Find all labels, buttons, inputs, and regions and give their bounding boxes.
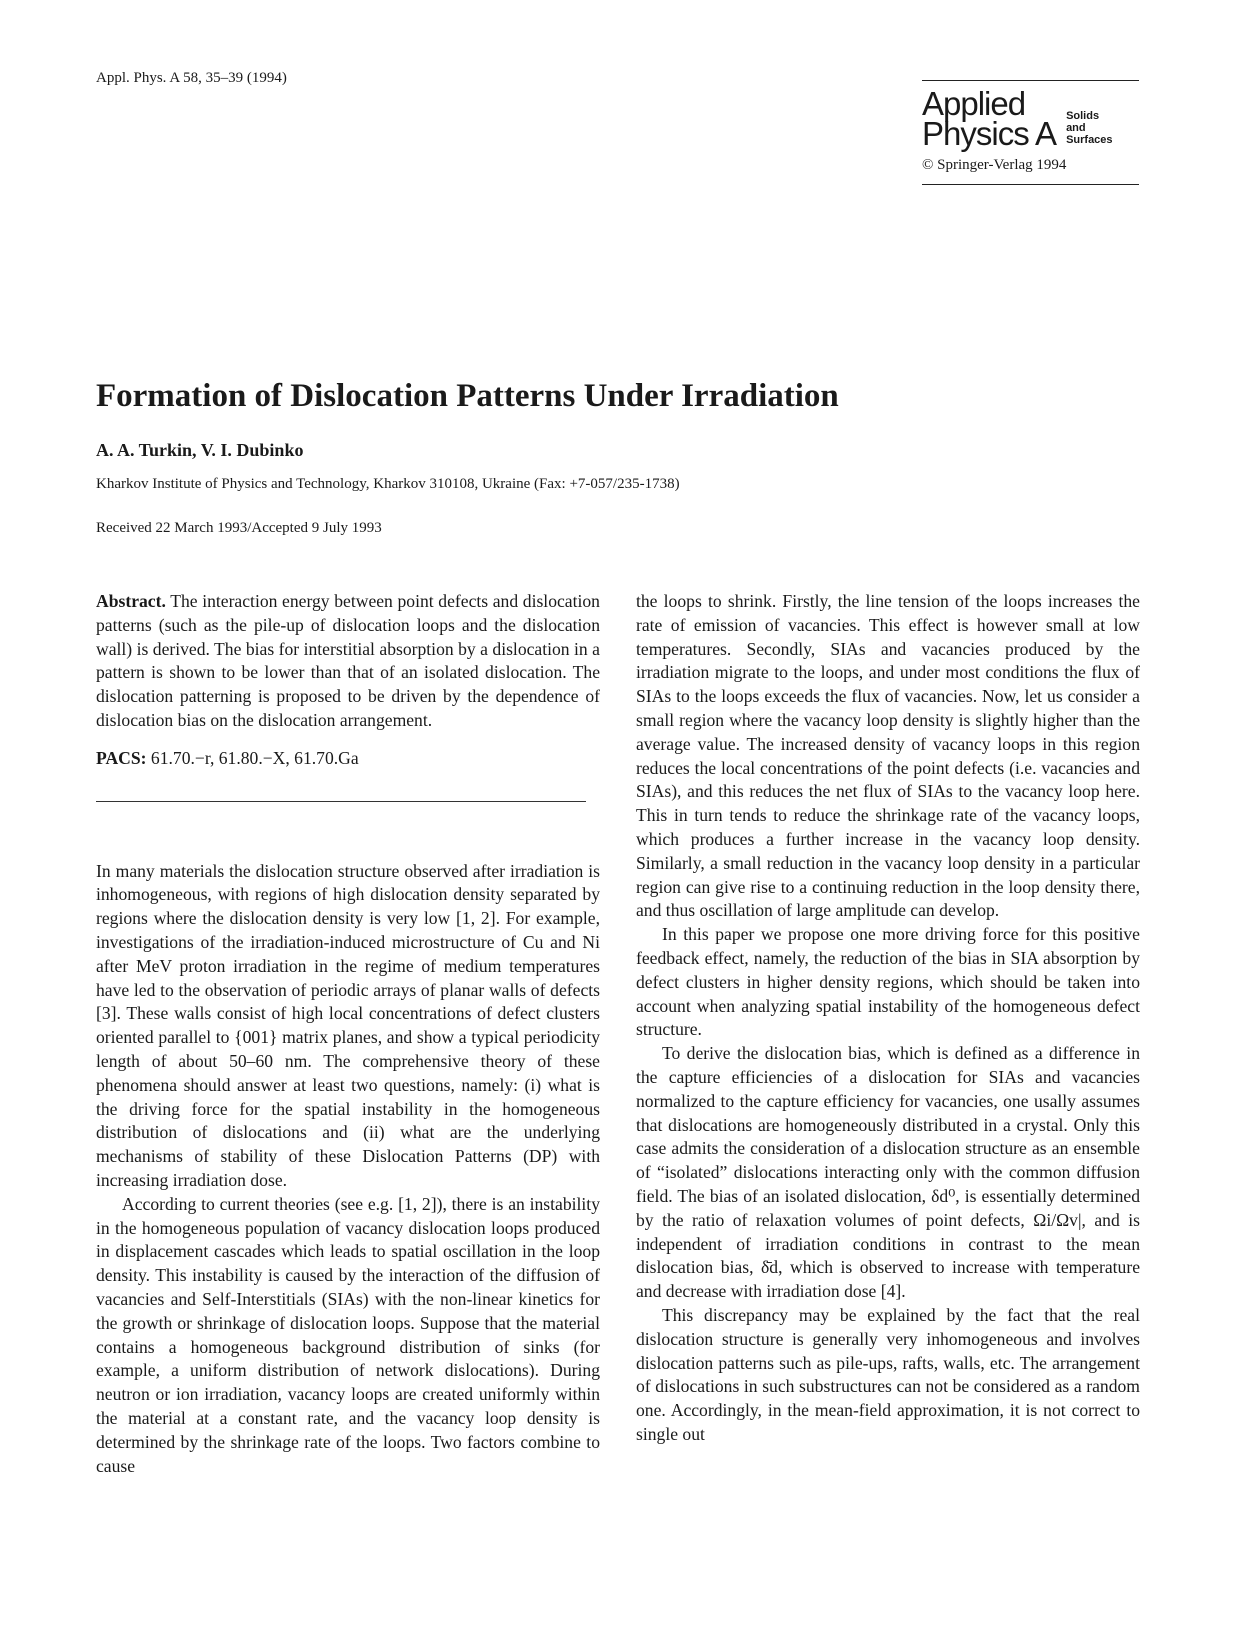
abstract-text: The interaction energy between point defects and dislocation patterns (such as the pile-up of dislocation loops and the dislocation wall) is derived. The bias for interstitial absorption by a dislocation in a pattern is shown to be lower than that of an isolated dislocation. The dislocation patterning is proposed to be driven by the dependence of dislocation bias on the dislocation arrangement. (96, 591, 600, 730)
abstract-separator (96, 801, 586, 802)
logo-bottom-rule (922, 184, 1139, 185)
abstract-heading: Abstract. (96, 591, 166, 611)
logo-side-surfaces: Surfaces (1066, 134, 1113, 146)
journal-reference: Appl. Phys. A 58, 35–39 (1994) (96, 70, 287, 86)
received-dates: Received 22 March 1993/Accepted 9 July 1993 (96, 520, 382, 536)
body-paragraph-2: According to current theories (see e.g. [1, 2]), there is an instability in the homogeneous population of vacancy dislocation loops produced in displacement cascades which leads to spatial oscillation in the loop density. This instability is caused by the interaction of the diffusion of vacancies and Self-Interstitials (SIAs) with the non-linear kinetics for the growth or shrinkage of dislocation loops. Suppose that the material contains a homogeneous background distribution of sinks (for example, a uniform distribution of network dislocations). During neutron or ion irradiation, vacancy loops are created uniformly within the material at a constant rate, and the vacancy loop density is determined by the shrinkage rate of the loops. Two factors combine to cause (96, 1193, 600, 1476)
logo-side-solids: Solids (1066, 110, 1100, 122)
article-title: Formation of Dislocation Patterns Under Irradiation (96, 378, 839, 414)
left-column (96, 590, 600, 1478)
body-paragraph-1: In many materials the dislocation structure observed after irradiation is inhomogeneous, with regions of high dislocation density separated by regions where the dislocation density is very low [1, 2]. For example, investigations of the irradiation-induced microstructure of Cu and Ni after MeV proton irradiation in the regime of medium temperatures have led to the observation of periodic arrays of planar walls of defects [3]. These walls consist of high local concentrations of defect clusters oriented parallel to {001} matrix planes, and show a typical periodicity length of about 50–60 nm. The comprehensive theory of these phenomena should answer at least two questions, namely: (i) what is the driving force for the spatial instability in the homogeneous distribution of dislocations and (ii) what are the underlying mechanisms of stability of these Dislocation Patterns (DP) with increasing irradiation dose. (96, 860, 600, 1190)
right-column (636, 590, 1140, 1447)
logo-row (922, 85, 1139, 152)
pacs-codes: 61.70.−r, 61.80.−X, 61.70.Ga (150, 747, 359, 768)
pacs-line (96, 747, 600, 771)
author-affiliation: Kharkov Institute of Physics and Technology, Kharkov 310108, Ukraine (Fax: +7-057/235-1738) (96, 476, 680, 492)
body-paragraph-5: To derive the dislocation bias, which is defined as a difference in the capture efficiencies of a dislocation for SIAs and vacancies normalized to the capture efficiency for vacancies, one usally assumes that dislocations are homogeneously distributed in a crystal. Only this case admits the consideration of a dislocation structure as an ensemble of “isolated” dislocations interacting only with the common diffusion field. The bias of an isolated dislocation, δd⁰, is essentially determined by the ratio of relaxation volumes of point defects, Ωi/Ωv|, and is independent of irradiation conditions in contrast to the mean dislocation bias, δ̄d, which is observed to increase with temperature and decrease with irradiation dose [4]. (636, 1043, 1140, 1302)
logo-subtitle (1066, 110, 1112, 149)
article-authors: A. A. Turkin, V. I. Dubinko (96, 440, 304, 460)
pacs-heading: PACS: (96, 747, 147, 768)
body-paragraph-6: This discrepancy may be explained by the fact that the real dislocation structure is generally very inhomogeneous and involves dislocation patterns such as pile-ups, rafts, walls, etc. The arrangement of dislocations in such substructures can not be considered as a random one. Accordingly, in the mean-field approximation, it is not correct to single out (636, 1304, 1140, 1444)
logo-top-rule (922, 80, 1139, 81)
logo-wordmark (922, 85, 1057, 152)
logo-line-physics: Physics A (922, 115, 1057, 152)
copyright-line: © Springer-Verlag 1994 (922, 157, 1067, 173)
logo-side-and: and (1066, 122, 1086, 134)
logo-line-applied: Applied (922, 85, 1026, 122)
body-paragraph-4: In this paper we propose one more driving force for this positive feedback effect, namely, the reduction of the bias in SIA absorption by defect clusters in higher density regions, which should be taken into account when analyzing spatial instability of the homogeneous defect structure. (636, 924, 1140, 1040)
abstract (96, 590, 600, 733)
journal-logo (922, 80, 1139, 185)
body-paragraph-3: the loops to shrink. Firstly, the line tension of the loops increases the rate of emission of vacancies. This effect is however small at low temperatures. Secondly, SIAs and vacancies produced by the irradiation migrate to the loops, and under most conditions the flux of SIAs to the loops exceeds the flux of vacancies. Now, let us consider a small region where the vacancy loop density is slightly higher than the average value. The increased density of vacancy loops in this region reduces the local concentrations of the point defects (i.e. vacancies and SIAs), and this reduces the net flux of SIAs to the vacancy loop here. This in turn tends to reduce the shrinkage rate of the vacancy loops, which produces a further increase in the vacancy loop density. Similarly, a small reduction in the vacancy loop density in a particular region can give rise to a continuing reduction in the loop density there, and thus oscillation of large amplitude can develop. (636, 591, 1140, 921)
